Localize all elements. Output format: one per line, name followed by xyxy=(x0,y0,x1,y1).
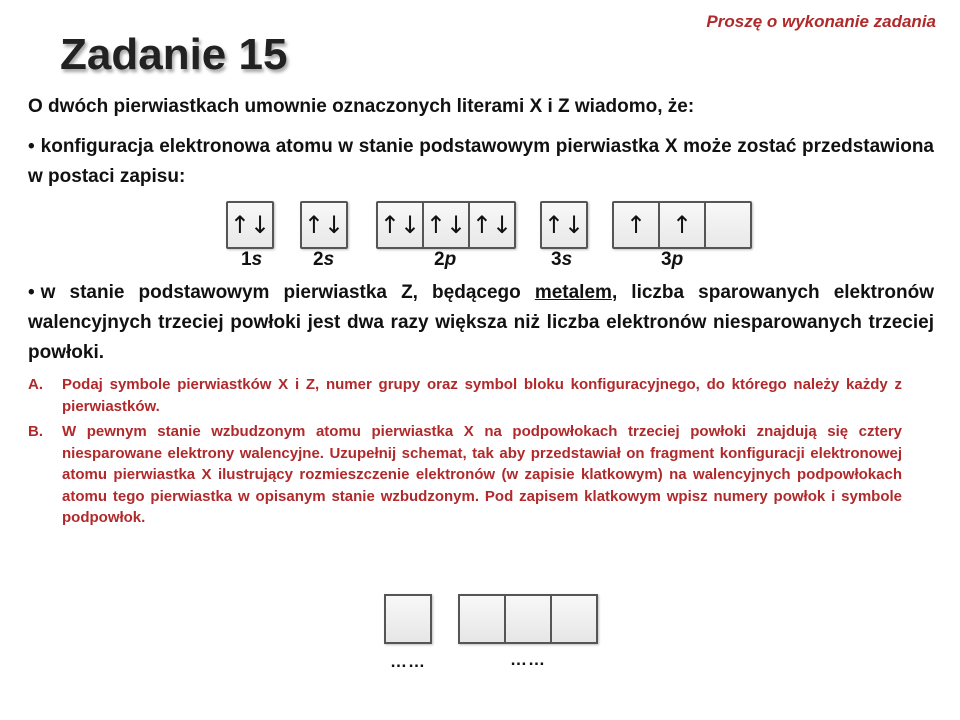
orbital-box: ↑↓ xyxy=(378,203,424,247)
bullet-z-text-after: , liczba sparowanych elektronów walencyjnych trzeciej powłoki jest dwa razy większa niż liczba elektronów niesparowanych trzeciej powłoki. xyxy=(28,282,934,363)
question-text: Podaj symbole pierwiastków X i Z, numer grupy oraz symbol bloku konfiguracyjnego, do którego należy każdy z pierwiastków. xyxy=(62,376,902,415)
orbital-box: ↑↓ xyxy=(228,203,272,247)
question-label: A. xyxy=(28,376,43,393)
question-list xyxy=(28,374,902,533)
bullet-x-text: konfiguracja elektronowa atomu w stanie podstawowym pierwiastka X może zostać przedstawiona w postaci zapisu: xyxy=(28,136,934,187)
subshell-label-1s: 1s xyxy=(241,249,263,270)
answer-cell[interactable] xyxy=(460,596,506,642)
question-text: W pewnym stanie wzbudzonym atomu pierwiastka X na podpowłokach trzeciej powłoki znajdują się cztery niesparowane elektrony walencyjne. Uzupełnij schemat, tak aby przedstawiał on fragment konfiguracji elektronowej atomu pierwiastka X ilustrujący rozmieszczenie elektronów (w zapisie klatkowym) na walencyjnych podpowłokach atomu tego pierwiastka w opisanym stanie wzbudzonym. Pod zapisem klatkowym wpisz numery powłok i symbole podpowłok. xyxy=(62,423,902,526)
bullet-z-text-before: w stanie podstawowym pierwiastka Z, będącego xyxy=(40,282,535,303)
question-label: B. xyxy=(28,423,43,440)
answer-box-s[interactable] xyxy=(384,594,432,644)
answer-box-p[interactable] xyxy=(458,594,598,644)
answer-cell[interactable] xyxy=(386,596,430,642)
bullet-z-info xyxy=(28,278,934,368)
answer-cell[interactable] xyxy=(552,596,596,642)
orbital-3p xyxy=(612,201,752,249)
answer-label-blank-1[interactable]: …… xyxy=(390,652,426,671)
orbital-2s xyxy=(300,201,348,249)
subshell-label-3s: 3s xyxy=(551,249,573,270)
question-a xyxy=(28,374,902,417)
page-title: Zadanie 15 xyxy=(60,30,288,79)
header-note: Proszę o wykonanie zadania xyxy=(706,12,936,31)
bullet-z-underlined: metalem xyxy=(534,282,612,303)
subshell-label-2p: 2p xyxy=(434,249,457,270)
orbital-3s xyxy=(540,201,588,249)
bullet-x-config xyxy=(28,132,934,192)
subshell-label-3p: 3p xyxy=(661,249,684,270)
orbital-box: ↑↓ xyxy=(302,203,346,247)
question-b xyxy=(28,421,902,529)
orbital-box-empty xyxy=(706,203,750,247)
intro-text: O dwóch pierwiastkach umownie oznaczonych literami X i Z wiadomo, że: xyxy=(28,96,695,117)
bullet-dot: • xyxy=(28,136,35,157)
subshell-label-2s: 2s xyxy=(313,249,335,270)
orbital-1s xyxy=(226,201,274,249)
orbital-2p xyxy=(376,201,516,249)
orbital-box: ↑↓ xyxy=(470,203,514,247)
answer-cell[interactable] xyxy=(506,596,552,642)
orbital-box: ↑↓ xyxy=(542,203,586,247)
orbital-box: ↑ xyxy=(614,203,660,247)
orbital-box: ↑ xyxy=(660,203,706,247)
bullet-dot: • xyxy=(28,282,35,303)
answer-label-blank-2[interactable]: …… xyxy=(510,650,546,669)
orbital-box: ↑↓ xyxy=(424,203,470,247)
